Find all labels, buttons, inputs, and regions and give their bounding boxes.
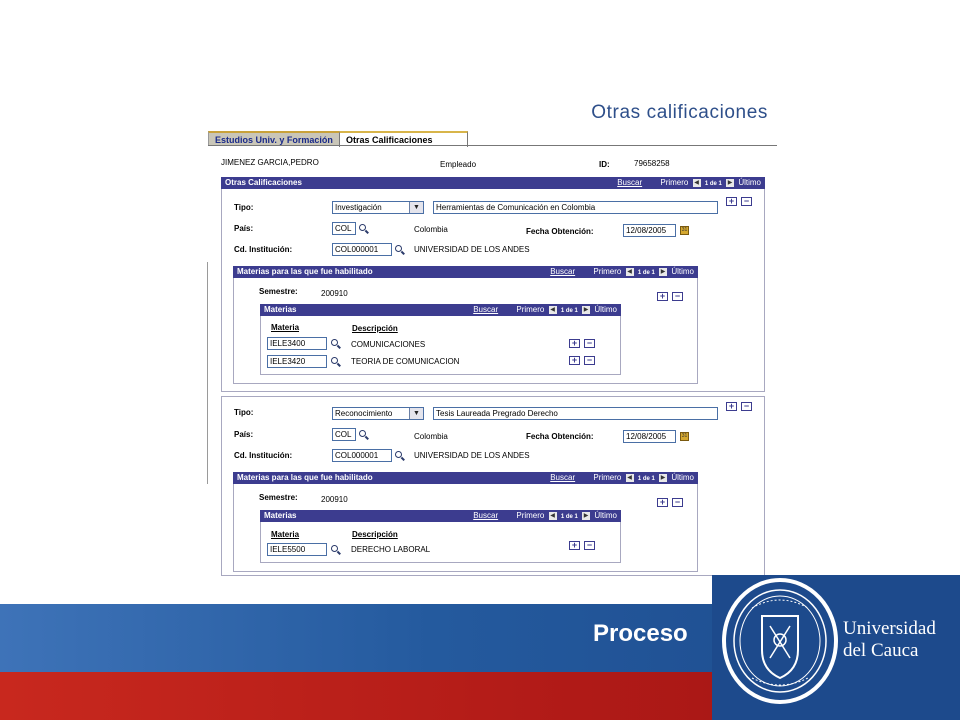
row-count: 1 de 1	[560, 514, 578, 520]
primero-link[interactable]: Primero	[593, 267, 622, 276]
materia-col-header: Materia	[271, 530, 300, 539]
pais-label: País:	[234, 430, 254, 439]
next-arrow-icon[interactable]: ▶	[727, 179, 733, 186]
add-row-icon[interactable]: +	[657, 292, 668, 301]
section-label: Proceso	[593, 620, 688, 647]
left-rule	[207, 262, 208, 484]
add-row-icon[interactable]: +	[726, 402, 737, 411]
bar-title: Otras Calificaciones	[225, 178, 302, 187]
id-label: ID:	[599, 160, 610, 169]
add-row-icon[interactable]: +	[657, 498, 668, 507]
semestre-label: Semestre:	[259, 287, 298, 296]
remove-row-icon[interactable]: −	[741, 197, 752, 206]
search-icon[interactable]	[359, 430, 366, 437]
next-arrow-icon[interactable]: ▶	[660, 474, 666, 481]
next-arrow-icon[interactable]: ▶	[583, 512, 589, 519]
bar-title: Materias	[264, 511, 297, 520]
institucion-input[interactable]: COL000001	[332, 449, 392, 462]
institucion-label: Cd. Institución:	[234, 451, 293, 460]
remove-row-icon[interactable]: −	[584, 339, 595, 348]
pais-name: Colombia	[414, 225, 448, 234]
materia-desc: TEORIA DE COMUNICACION	[351, 357, 460, 366]
institucion-name: UNIVERSIDAD DE LOS ANDES	[414, 451, 530, 460]
fecha-input[interactable]: 12/08/2005	[623, 224, 676, 237]
materia-input[interactable]: IELE3400	[267, 337, 327, 350]
university-line1: Universidad	[843, 618, 936, 639]
search-icon[interactable]	[395, 451, 402, 458]
prev-arrow-icon[interactable]: ◀	[550, 306, 555, 313]
employee-type: Empleado	[440, 160, 477, 169]
ultimo-link[interactable]: Último	[738, 178, 761, 187]
pais-input[interactable]: COL	[332, 222, 356, 235]
prev-arrow-icon[interactable]: ◀	[550, 512, 555, 519]
remove-row-icon[interactable]: −	[584, 541, 595, 550]
search-icon[interactable]	[395, 245, 402, 252]
university-seal-icon	[722, 578, 838, 704]
add-row-icon[interactable]: +	[569, 541, 580, 550]
otras-calificaciones-bar	[221, 177, 765, 189]
search-icon[interactable]	[331, 339, 338, 346]
row-count: 1 de 1	[704, 181, 722, 187]
tipo-label: Tipo:	[234, 203, 254, 212]
pais-label: País:	[234, 224, 254, 233]
bar-title: Materias para las que fue habilitado	[237, 473, 373, 482]
add-row-icon[interactable]: +	[569, 356, 580, 365]
primero-link[interactable]: Primero	[516, 305, 545, 314]
fecha-input[interactable]: 12/08/2005	[623, 430, 676, 443]
buscar-link[interactable]: Buscar	[550, 473, 576, 482]
descripcion-col-header: Descripción	[352, 530, 398, 539]
bar-nav	[473, 511, 617, 520]
bar-title: Materias	[264, 305, 297, 314]
materia-input[interactable]: IELE3420	[267, 355, 327, 368]
tipo-select[interactable]	[332, 407, 424, 420]
buscar-link[interactable]: Buscar	[617, 178, 643, 187]
descripcion-input[interactable]: Herramientas de Comunicación en Colombia	[433, 201, 718, 214]
tipo-value: Reconocimiento	[335, 409, 393, 418]
materias-bar	[260, 304, 621, 316]
buscar-link[interactable]: Buscar	[473, 305, 499, 314]
search-icon[interactable]	[359, 224, 366, 231]
descripcion-input[interactable]: Tesis Laureada Pregrado Derecho	[433, 407, 718, 420]
next-arrow-icon[interactable]: ▶	[583, 306, 589, 313]
ultimo-link[interactable]: Último	[594, 305, 617, 314]
pais-name: Colombia	[414, 432, 448, 441]
tipo-select[interactable]	[332, 201, 424, 214]
materias-bar	[260, 510, 621, 522]
bar-nav	[550, 473, 694, 482]
materia-desc: DERECHO LABORAL	[351, 545, 431, 554]
tipo-label: Tipo:	[234, 408, 254, 417]
id-value: 79658258	[634, 159, 670, 168]
calendar-icon[interactable]: 31	[681, 227, 688, 233]
row-count: 1 de 1	[560, 308, 578, 314]
tab-estudios[interactable]: Estudios Univ. y Formación	[208, 131, 340, 145]
tab-divider	[208, 145, 777, 146]
primero-link[interactable]: Primero	[593, 473, 622, 482]
semestre-value: 200910	[321, 495, 348, 504]
primero-link[interactable]: Primero	[516, 511, 545, 520]
materia-input[interactable]: IELE5500	[267, 543, 327, 556]
bar-nav	[550, 267, 694, 276]
fecha-label: Fecha Obtención:	[526, 227, 594, 236]
buscar-link[interactable]: Buscar	[550, 267, 576, 276]
row-count: 1 de 1	[637, 476, 655, 482]
ultimo-link[interactable]: Último	[594, 511, 617, 520]
semestre-label: Semestre:	[259, 493, 298, 502]
remove-row-icon[interactable]: −	[741, 402, 752, 411]
descripcion-col-header: Descripción	[352, 324, 398, 333]
employee-name: JIMENEZ GARCIA,PEDRO	[221, 158, 319, 167]
add-row-icon[interactable]: +	[726, 197, 737, 206]
pais-input[interactable]: COL	[332, 428, 356, 441]
search-icon[interactable]	[331, 545, 338, 552]
remove-row-icon[interactable]: −	[672, 498, 683, 507]
remove-row-icon[interactable]: −	[584, 356, 595, 365]
slide-title: Otras calificaciones	[591, 102, 768, 123]
institucion-label: Cd. Institución:	[234, 245, 293, 254]
search-icon[interactable]	[331, 357, 338, 364]
tipo-value: Investigación	[335, 203, 382, 212]
materias-habilitado-bar	[233, 472, 698, 484]
materia-desc: COMUNICACIONES	[351, 340, 426, 349]
institucion-input[interactable]: COL000001	[332, 243, 392, 256]
chevron-down-icon[interactable]: ▼	[409, 202, 423, 213]
bar-nav	[617, 178, 761, 187]
prev-arrow-icon[interactable]: ◀	[694, 179, 699, 186]
university-name	[843, 618, 936, 662]
ultimo-link[interactable]: Último	[671, 267, 694, 276]
remove-row-icon[interactable]: −	[672, 292, 683, 301]
bar-nav	[473, 305, 617, 314]
fecha-label: Fecha Obtención:	[526, 432, 594, 441]
ultimo-link[interactable]: Último	[671, 473, 694, 482]
row-count: 1 de 1	[637, 270, 655, 276]
institucion-name: UNIVERSIDAD DE LOS ANDES	[414, 245, 530, 254]
materia-col-header: Materia	[271, 323, 300, 332]
university-line2: del Cauca	[843, 640, 919, 661]
semestre-value: 200910	[321, 289, 348, 298]
calendar-icon[interactable]: 31	[681, 433, 688, 439]
next-arrow-icon[interactable]: ▶	[660, 268, 666, 275]
add-row-icon[interactable]: +	[569, 339, 580, 348]
bar-title: Materias para las que fue habilitado	[237, 267, 373, 276]
primero-link[interactable]: Primero	[660, 178, 689, 187]
prev-arrow-icon[interactable]: ◀	[627, 268, 632, 275]
tab-otras-calificaciones[interactable]: Otras Calificaciones	[339, 131, 468, 147]
chevron-down-icon[interactable]: ▼	[409, 408, 423, 419]
materias-habilitado-bar	[233, 266, 698, 278]
prev-arrow-icon[interactable]: ◀	[627, 474, 632, 481]
buscar-link[interactable]: Buscar	[473, 511, 499, 520]
